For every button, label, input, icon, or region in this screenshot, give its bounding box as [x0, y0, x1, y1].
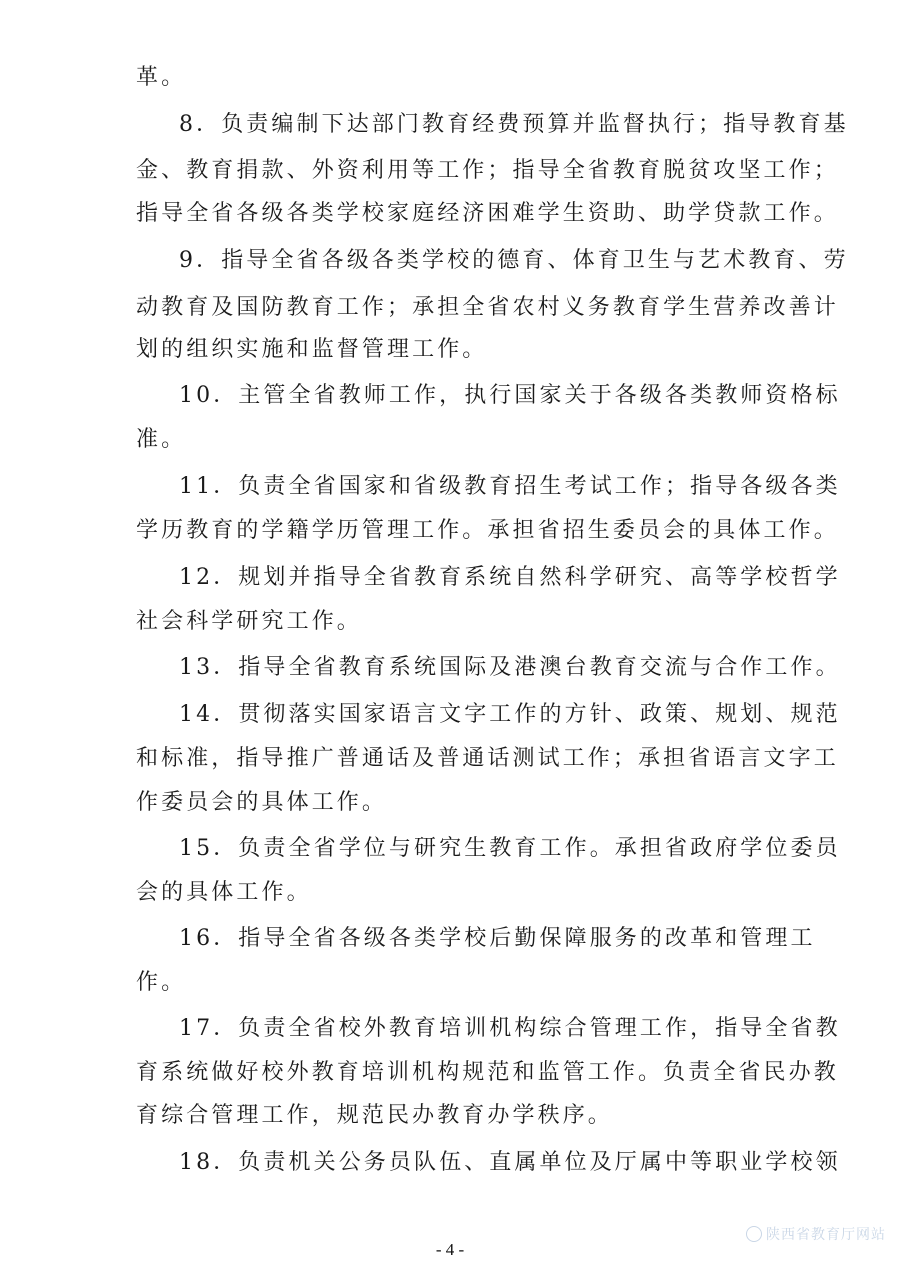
text-line: 9．指导全省各级各类学校的德育、体育卫生与艺术教育、劳	[179, 248, 849, 273]
text-line: 作委员会的具体工作。	[136, 790, 388, 815]
text-line: 准。	[136, 427, 187, 452]
text-line: 18．负责机关公务员队伍、直属单位及厅属中等职业学校领	[179, 1150, 841, 1175]
text-line: 动教育及国防教育工作；承担全省农村义务教育学生营养改善计	[136, 295, 839, 320]
text-line: 14．贯彻落实国家语言文字工作的方针、政策、规划、规范	[179, 702, 841, 727]
text-line: 指导全省各级各类学校家庭经济困难学生资助、助学贷款工作。	[136, 201, 839, 226]
text-line: 10．主管全省教师工作，执行国家关于各级各类教师资格标	[179, 383, 841, 408]
text-line: 11．负责全省国家和省级教育招生考试工作；指导各级各类	[179, 474, 841, 499]
emblem-icon	[746, 1226, 762, 1242]
text-line: 会的具体工作。	[136, 880, 312, 905]
text-line: 社会科学研究工作。	[136, 609, 362, 634]
text-line: 15．负责全省学位与研究生教育工作。承担省政府学位委员	[179, 836, 841, 861]
text-line: 作。	[136, 970, 187, 995]
text-line: 育综合管理工作，规范民办教育办学秩序。	[136, 1103, 613, 1128]
text-line: 17．负责全省校外教育培训机构综合管理工作，指导全省教	[179, 1016, 841, 1041]
text-line: 划的组织实施和监督管理工作。	[136, 337, 488, 362]
text-line: 8．负责编制下达部门教育经费预算并监督执行；指导教育基	[179, 112, 849, 137]
text-line: 学历教育的学籍学历管理工作。承担省招生委员会的具体工作。	[136, 518, 839, 543]
text-line: 13．指导全省教育系统国际及港澳台教育交流与合作工作。	[179, 655, 841, 680]
text-line: 和标准，指导推广普通话及普通话测试工作；承担省语言文字工	[136, 746, 839, 771]
text-line: 12．规划并指导全省教育系统自然科学研究、高等学校哲学	[179, 565, 841, 590]
text-line: 金、教育捐款、外资利用等工作；指导全省教育脱贫攻坚工作；	[136, 158, 839, 183]
text-line: 16．指导全省各级各类学校后勤保障服务的改革和管理工	[179, 926, 816, 951]
text-line: 革。	[136, 65, 187, 90]
text-line: 育系统做好校外教育培训机构规范和监管工作。负责全省民办教	[136, 1060, 839, 1085]
page-number: - 4 -	[435, 1240, 465, 1259]
site-watermark	[746, 1224, 886, 1244]
watermark-text: 陕西省教育厅网站	[766, 1227, 886, 1243]
